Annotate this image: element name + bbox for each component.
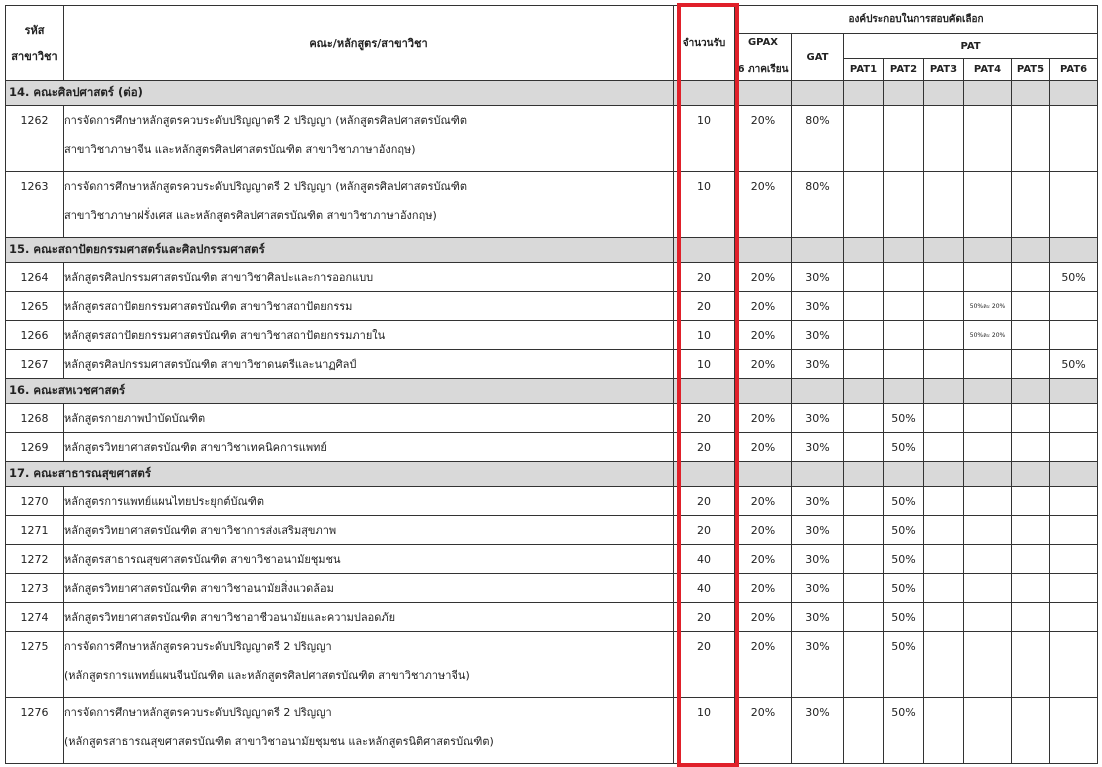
program-name bbox=[64, 292, 674, 321]
program-code: 1262 bbox=[6, 106, 64, 172]
gat-value: 30% bbox=[792, 263, 844, 292]
section-title: 16. คณะสหเวชศาสตร์ bbox=[6, 379, 674, 404]
program-name-line: (หลักสูตรการแพทย์แผนจีนบัณฑิต และหลักสูตรศิลปศาสตรบัณฑิต สาขาวิชาภาษาจีน) bbox=[64, 669, 470, 682]
pat-value bbox=[924, 172, 964, 238]
gpax-header bbox=[735, 34, 792, 81]
quota-value: 40 bbox=[674, 574, 735, 603]
pat-value bbox=[924, 292, 964, 321]
pat-value bbox=[964, 487, 1012, 516]
pat-value: 50% bbox=[884, 603, 924, 632]
gat-value: 30% bbox=[792, 603, 844, 632]
section-filler-cell bbox=[844, 81, 884, 106]
pat-value bbox=[1012, 487, 1050, 516]
program-name-line: (หลักสูตรสาธารณสุขศาสตรบัณฑิต สาขาวิชาอนามัยชุมชน และหลักสูตรนิติศาสตรบัณฑิต) bbox=[64, 735, 494, 748]
pat-value bbox=[1012, 263, 1050, 292]
pat-value bbox=[884, 263, 924, 292]
pat-value: 50%ละ 20% bbox=[964, 292, 1012, 321]
gpax-value: 20% bbox=[735, 321, 792, 350]
program-name bbox=[64, 698, 674, 764]
section-filler-cell bbox=[884, 81, 924, 106]
pat-value bbox=[924, 698, 964, 764]
table-row bbox=[6, 545, 1098, 574]
gat-value: 30% bbox=[792, 404, 844, 433]
section-filler-cell bbox=[924, 238, 964, 263]
gpax-value: 20% bbox=[735, 574, 792, 603]
section-header-row bbox=[6, 81, 1098, 106]
section-filler-cell bbox=[674, 379, 735, 404]
pat-value bbox=[924, 321, 964, 350]
pat-value bbox=[964, 603, 1012, 632]
section-filler-cell bbox=[884, 462, 924, 487]
pat-value bbox=[884, 292, 924, 321]
section-title: 15. คณะสถาปัตยกรรมศาสตร์และศิลปกรรมศาสตร์ bbox=[6, 238, 674, 263]
pat-value: 50% bbox=[884, 404, 924, 433]
quota-value: 40 bbox=[674, 545, 735, 574]
table-body bbox=[6, 81, 1098, 764]
code-header-bottom: สาขาวิชา bbox=[11, 50, 58, 63]
pat-value bbox=[1012, 698, 1050, 764]
program-name bbox=[64, 263, 674, 292]
section-filler-cell bbox=[844, 462, 884, 487]
section-filler-cell bbox=[735, 462, 792, 487]
pat-value bbox=[964, 172, 1012, 238]
program-name-line: หลักสูตรวิทยาศาสตรบัณฑิต สาขาวิชาเทคนิคการแพทย์ bbox=[64, 441, 327, 454]
pat-col-header: PAT1 bbox=[844, 59, 884, 81]
program-code: 1276 bbox=[6, 698, 64, 764]
section-filler-cell bbox=[924, 379, 964, 404]
pat-value bbox=[844, 321, 884, 350]
pat-col-header: PAT2 bbox=[884, 59, 924, 81]
gpax-value: 20% bbox=[735, 106, 792, 172]
quota-value: 20 bbox=[674, 404, 735, 433]
program-name-line: สาขาวิชาภาษาฝรั่งเศส และหลักสูตรศิลปศาสตรบัณฑิต สาขาวิชาภาษาอังกฤษ) bbox=[64, 209, 437, 222]
program-code: 1271 bbox=[6, 516, 64, 545]
section-filler-cell bbox=[924, 81, 964, 106]
pat-value bbox=[964, 263, 1012, 292]
program-name-line: หลักสูตรศิลปกรรมศาสตรบัณฑิต สาขาวิชาดนตรีและนาฏศิลป์ bbox=[64, 358, 357, 371]
gpax-value: 20% bbox=[735, 632, 792, 698]
program-name-line: การจัดการศึกษาหลักสูตรควบระดับปริญญาตรี 2 ปริญญา bbox=[64, 640, 332, 653]
program-code: 1267 bbox=[6, 350, 64, 379]
pat-value bbox=[1050, 404, 1098, 433]
pat-value: 50% bbox=[884, 632, 924, 698]
program-name-line: หลักสูตรสถาปัตยกรรมศาสตรบัณฑิต สาขาวิชาสถาปัตยกรรมภายใน bbox=[64, 329, 386, 342]
pat-value: 50% bbox=[1050, 350, 1098, 379]
pat-col-header: PAT6 bbox=[1050, 59, 1098, 81]
pat-value bbox=[844, 350, 884, 379]
section-filler-cell bbox=[792, 81, 844, 106]
gat-header: GAT bbox=[792, 34, 844, 81]
program-name-line: หลักสูตรกายภาพบำบัดบัณฑิต bbox=[64, 412, 206, 425]
pat-value bbox=[844, 574, 884, 603]
gpax-header-bottom: 6 ภาคเรียน bbox=[737, 64, 789, 75]
program-name-line: หลักสูตรวิทยาศาสตรบัณฑิต สาขาวิชาการส่งเสริมสุขภาพ bbox=[64, 524, 337, 537]
pat-value bbox=[844, 545, 884, 574]
gat-value: 30% bbox=[792, 516, 844, 545]
pat-value: 50% bbox=[884, 487, 924, 516]
pat-value bbox=[964, 698, 1012, 764]
program-name-line: หลักสูตรศิลปกรรมศาสตรบัณฑิต สาขาวิชาศิลปะและการออกแบบ bbox=[64, 271, 374, 284]
section-filler-cell bbox=[1012, 379, 1050, 404]
pat-value bbox=[1012, 106, 1050, 172]
program-code: 1266 bbox=[6, 321, 64, 350]
pat-value bbox=[1012, 292, 1050, 321]
pat-value bbox=[884, 321, 924, 350]
pat-value bbox=[884, 350, 924, 379]
pat-value bbox=[884, 172, 924, 238]
pat-value bbox=[1050, 698, 1098, 764]
quota-value: 20 bbox=[674, 263, 735, 292]
pat-value bbox=[1050, 433, 1098, 462]
program-code: 1265 bbox=[6, 292, 64, 321]
gat-value: 80% bbox=[792, 172, 844, 238]
code-header-top: รหัส bbox=[24, 24, 45, 37]
section-filler-cell bbox=[792, 462, 844, 487]
section-filler-cell bbox=[844, 238, 884, 263]
quota-value: 20 bbox=[674, 603, 735, 632]
program-code: 1275 bbox=[6, 632, 64, 698]
program-code: 1274 bbox=[6, 603, 64, 632]
pat-value bbox=[1012, 574, 1050, 603]
pat-value bbox=[924, 574, 964, 603]
pat-value bbox=[964, 574, 1012, 603]
table-row bbox=[6, 574, 1098, 603]
section-filler-cell bbox=[1012, 238, 1050, 263]
section-header-row bbox=[6, 379, 1098, 404]
section-filler-cell bbox=[1050, 81, 1098, 106]
pat-value bbox=[844, 106, 884, 172]
program-name-line: หลักสูตรวิทยาศาสตรบัณฑิต สาขาวิชาอาชีวอนามัยและความปลอดภัย bbox=[64, 611, 396, 624]
gat-value: 30% bbox=[792, 433, 844, 462]
pat-value bbox=[1050, 574, 1098, 603]
pat-value bbox=[964, 433, 1012, 462]
pat-value bbox=[924, 263, 964, 292]
table-row bbox=[6, 433, 1098, 462]
pat-value bbox=[924, 433, 964, 462]
pat-value bbox=[844, 433, 884, 462]
pat-value bbox=[924, 516, 964, 545]
program-name-line: การจัดการศึกษาหลักสูตรควบระดับปริญญาตรี 2 ปริญญา (หลักสูตรศิลปศาสตรบัณฑิต bbox=[64, 114, 467, 127]
pat-value bbox=[964, 404, 1012, 433]
pat-col-header: PAT4 bbox=[964, 59, 1012, 81]
pat-value bbox=[1050, 632, 1098, 698]
gat-value: 30% bbox=[792, 545, 844, 574]
quota-value: 10 bbox=[674, 350, 735, 379]
gat-value: 30% bbox=[792, 698, 844, 764]
program-name-line: หลักสูตรการแพทย์แผนไทยประยุกต์บัณฑิต bbox=[64, 495, 264, 508]
quota-value: 10 bbox=[674, 172, 735, 238]
table-row bbox=[6, 172, 1098, 238]
program-code: 1272 bbox=[6, 545, 64, 574]
pat-value: 50% bbox=[884, 545, 924, 574]
gpax-value: 20% bbox=[735, 516, 792, 545]
pat-value bbox=[1050, 487, 1098, 516]
table-row bbox=[6, 487, 1098, 516]
gat-value: 30% bbox=[792, 574, 844, 603]
gpax-value: 20% bbox=[735, 433, 792, 462]
pat-value bbox=[924, 632, 964, 698]
table-row bbox=[6, 350, 1098, 379]
quota-value: 20 bbox=[674, 632, 735, 698]
section-header-row bbox=[6, 462, 1098, 487]
program-name bbox=[64, 350, 674, 379]
pat-value bbox=[1012, 172, 1050, 238]
quota-value: 10 bbox=[674, 321, 735, 350]
pat-value bbox=[924, 487, 964, 516]
program-name bbox=[64, 603, 674, 632]
table-row bbox=[6, 603, 1098, 632]
program-code: 1264 bbox=[6, 263, 64, 292]
quota-value: 20 bbox=[674, 292, 735, 321]
section-filler-cell bbox=[884, 379, 924, 404]
pat-value bbox=[1012, 632, 1050, 698]
gpax-value: 20% bbox=[735, 350, 792, 379]
program-name-line: การจัดการศึกษาหลักสูตรควบระดับปริญญาตรี 2 ปริญญา (หลักสูตรศิลปศาสตรบัณฑิต bbox=[64, 180, 467, 193]
program-name-line: หลักสูตรวิทยาศาสตรบัณฑิต สาขาวิชาอนามัยสิ่งแวดล้อม bbox=[64, 582, 334, 595]
program-name bbox=[64, 574, 674, 603]
section-filler-cell bbox=[924, 462, 964, 487]
table-row bbox=[6, 516, 1098, 545]
pat-value bbox=[844, 698, 884, 764]
pat-value bbox=[1050, 603, 1098, 632]
pat-value bbox=[964, 350, 1012, 379]
section-filler-cell bbox=[1050, 462, 1098, 487]
gat-value: 30% bbox=[792, 321, 844, 350]
quota-value: 10 bbox=[674, 106, 735, 172]
pat-header: PAT bbox=[844, 34, 1098, 59]
program-name bbox=[64, 106, 674, 172]
pat-value bbox=[844, 632, 884, 698]
program-code: 1268 bbox=[6, 404, 64, 433]
section-header-row bbox=[6, 238, 1098, 263]
components-header: องค์ประกอบในการสอบคัดเลือก bbox=[735, 6, 1098, 34]
section-filler-cell bbox=[964, 462, 1012, 487]
pat-value bbox=[1050, 516, 1098, 545]
program-name-line: สาขาวิชาภาษาจีน และหลักสูตรศิลปศาสตรบัณฑิต สาขาวิชาภาษาอังกฤษ) bbox=[64, 143, 416, 156]
pat-value bbox=[1050, 172, 1098, 238]
pat-value: 50%ละ 20% bbox=[964, 321, 1012, 350]
pat-value bbox=[844, 404, 884, 433]
table-row bbox=[6, 263, 1098, 292]
section-filler-cell bbox=[964, 379, 1012, 404]
gat-value: 80% bbox=[792, 106, 844, 172]
pat-value bbox=[1012, 404, 1050, 433]
pat-value bbox=[1050, 292, 1098, 321]
gpax-value: 20% bbox=[735, 404, 792, 433]
pat-value bbox=[964, 106, 1012, 172]
section-filler-cell bbox=[884, 238, 924, 263]
quota-value: 20 bbox=[674, 433, 735, 462]
table-row bbox=[6, 632, 1098, 698]
section-filler-cell bbox=[844, 379, 884, 404]
program-name-line: หลักสูตรสาธารณสุขศาสตรบัณฑิต สาขาวิชาอนามัยชุมชน bbox=[64, 553, 341, 566]
section-filler-cell bbox=[1012, 81, 1050, 106]
section-filler-cell bbox=[1012, 462, 1050, 487]
gpax-value: 20% bbox=[735, 603, 792, 632]
pat-value bbox=[1050, 106, 1098, 172]
pat-col-header: PAT5 bbox=[1012, 59, 1050, 81]
section-filler-cell bbox=[792, 238, 844, 263]
pat-value bbox=[1012, 603, 1050, 632]
section-filler-cell bbox=[1050, 379, 1098, 404]
code-header bbox=[6, 6, 64, 81]
table-row bbox=[6, 106, 1098, 172]
program-code: 1263 bbox=[6, 172, 64, 238]
pat-value bbox=[1012, 350, 1050, 379]
program-name bbox=[64, 433, 674, 462]
section-title: 17. คณะสาธารณสุขศาสตร์ bbox=[6, 462, 674, 487]
pat-value: 50% bbox=[884, 698, 924, 764]
section-filler-cell bbox=[964, 81, 1012, 106]
section-filler-cell bbox=[964, 238, 1012, 263]
pat-col-header: PAT3 bbox=[924, 59, 964, 81]
program-name bbox=[64, 632, 674, 698]
program-code: 1273 bbox=[6, 574, 64, 603]
gat-value: 30% bbox=[792, 350, 844, 379]
program-name-line: หลักสูตรสถาปัตยกรรมศาสตรบัณฑิต สาขาวิชาสถาปัตยกรรม bbox=[64, 300, 353, 313]
table-row bbox=[6, 404, 1098, 433]
section-filler-cell bbox=[674, 81, 735, 106]
section-filler-cell bbox=[674, 462, 735, 487]
section-filler-cell bbox=[674, 238, 735, 263]
section-filler-cell bbox=[735, 81, 792, 106]
pat-value bbox=[924, 404, 964, 433]
pat-value bbox=[844, 603, 884, 632]
pat-value bbox=[884, 106, 924, 172]
pat-value bbox=[844, 172, 884, 238]
program-name-line: การจัดการศึกษาหลักสูตรควบระดับปริญญาตรี 2 ปริญญา bbox=[64, 706, 332, 719]
program-code: 1270 bbox=[6, 487, 64, 516]
pat-value bbox=[1012, 321, 1050, 350]
pat-value bbox=[844, 263, 884, 292]
pat-value bbox=[964, 545, 1012, 574]
gat-value: 30% bbox=[792, 487, 844, 516]
pat-value bbox=[924, 106, 964, 172]
quota-value: 20 bbox=[674, 487, 735, 516]
pat-value bbox=[844, 487, 884, 516]
section-filler-cell bbox=[1050, 238, 1098, 263]
pat-value bbox=[1050, 545, 1098, 574]
pat-value bbox=[924, 603, 964, 632]
gpax-value: 20% bbox=[735, 263, 792, 292]
table-row bbox=[6, 698, 1098, 764]
pat-value bbox=[924, 545, 964, 574]
section-filler-cell bbox=[735, 379, 792, 404]
pat-value bbox=[1012, 545, 1050, 574]
gpax-value: 20% bbox=[735, 698, 792, 764]
program-name bbox=[64, 321, 674, 350]
program-code: 1269 bbox=[6, 433, 64, 462]
gat-value: 30% bbox=[792, 632, 844, 698]
pat-value bbox=[964, 516, 1012, 545]
pat-value bbox=[924, 350, 964, 379]
pat-value bbox=[1012, 433, 1050, 462]
pat-value bbox=[844, 292, 884, 321]
gpax-value: 20% bbox=[735, 545, 792, 574]
pat-value bbox=[964, 632, 1012, 698]
program-name bbox=[64, 487, 674, 516]
section-filler-cell bbox=[792, 379, 844, 404]
pat-value bbox=[1050, 321, 1098, 350]
quota-value: 10 bbox=[674, 698, 735, 764]
program-name bbox=[64, 545, 674, 574]
section-title: 14. คณะศิลปศาสตร์ (ต่อ) bbox=[6, 81, 674, 106]
admission-table bbox=[5, 5, 1098, 764]
pat-value bbox=[844, 516, 884, 545]
program-name bbox=[64, 516, 674, 545]
gat-value: 30% bbox=[792, 292, 844, 321]
table-row bbox=[6, 321, 1098, 350]
table-header bbox=[6, 6, 1098, 81]
pat-value: 50% bbox=[884, 574, 924, 603]
gpax-value: 20% bbox=[735, 292, 792, 321]
table-row bbox=[6, 292, 1098, 321]
pat-value: 50% bbox=[1050, 263, 1098, 292]
quota-header: จำนวนรับ bbox=[674, 6, 735, 81]
gpax-value: 20% bbox=[735, 172, 792, 238]
pat-value: 50% bbox=[884, 516, 924, 545]
quota-value: 20 bbox=[674, 516, 735, 545]
pat-value bbox=[1012, 516, 1050, 545]
program-name bbox=[64, 404, 674, 433]
section-filler-cell bbox=[735, 238, 792, 263]
pat-value: 50% bbox=[884, 433, 924, 462]
name-header: คณะ/หลักสูตร/สาขาวิชา bbox=[64, 6, 674, 81]
gpax-value: 20% bbox=[735, 487, 792, 516]
gpax-header-top: GPAX bbox=[747, 37, 779, 48]
program-name bbox=[64, 172, 674, 238]
